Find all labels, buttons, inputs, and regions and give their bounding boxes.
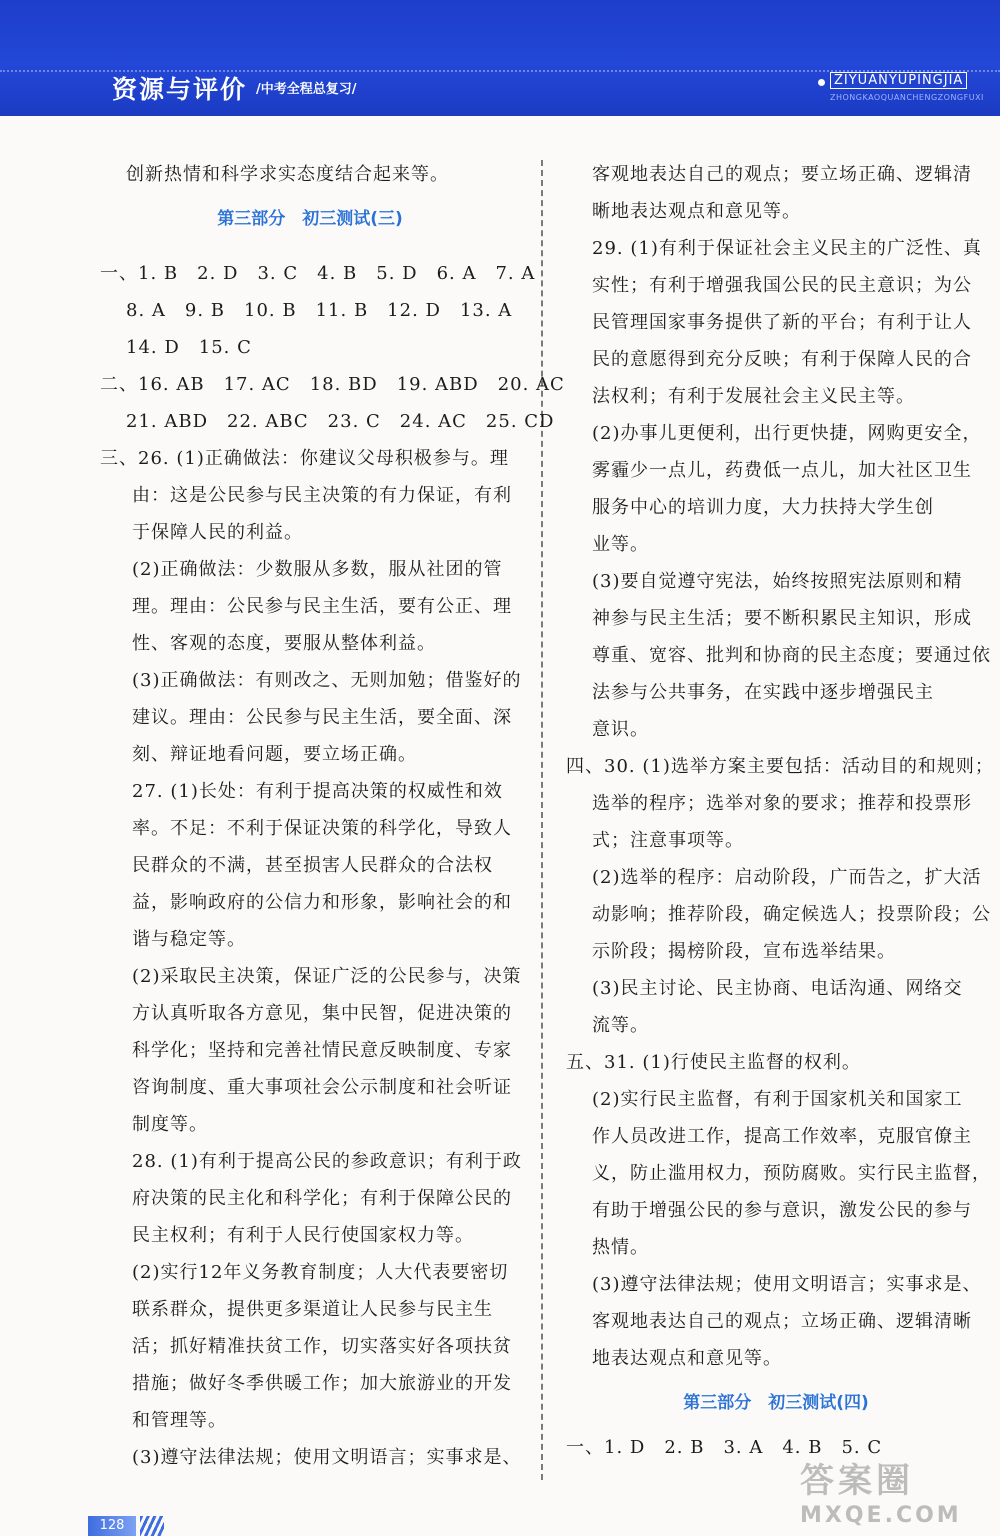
text-line: 动影响；推荐阶段，确定候选人；投票阶段；公 xyxy=(592,904,991,925)
text-line: 服务中心的培训力度，大力扶持大学生创 xyxy=(592,497,934,518)
text-line: 义，防止滥用权力，预防腐败。实行民主监督， xyxy=(592,1163,991,1184)
answer-line: 三、26. (1)正确做法：你建议父母积极参与。理 xyxy=(100,448,509,469)
book-subtitle: /中考全程总复习/ xyxy=(256,82,357,97)
text-line: 方认真听取各方意见，集中民智，促进决策的 xyxy=(132,1003,512,1024)
text-line: (3)要自觉遵守宪法，始终按照宪法原则和精 xyxy=(592,571,963,592)
footer-stripes xyxy=(140,1516,164,1536)
pinyin-main: ZIYUANYUPINGJIA xyxy=(830,72,967,89)
column-divider xyxy=(541,160,543,1480)
text-line: (2)正确做法：少数服从多数，服从社团的管 xyxy=(132,559,503,580)
section-heading: 第三部分 初三测试(三) xyxy=(217,209,403,229)
text-line: (2)实行12年义务教育制度；人大代表要密切 xyxy=(132,1262,509,1283)
text-line: 晰地表达观点和意见等。 xyxy=(592,201,801,222)
text-line: 有助于增强公民的参与意识，激发公民的参与 xyxy=(592,1200,972,1221)
text-line: 实性；有利于增强我国公民的民主意识；为公 xyxy=(592,275,972,296)
text-line: 27. (1)长处：有利于提高决策的权威性和效 xyxy=(132,781,503,802)
text-line: 尊重、宽容、批判和协商的民主态度；要通过依 xyxy=(592,645,991,666)
text-line: 流等。 xyxy=(592,1015,649,1036)
watermark-logo xyxy=(760,1450,990,1530)
book-title: 资源与评价 xyxy=(112,75,248,104)
text-line: 活；抓好精准扶贫工作，切实落实好各项扶贫 xyxy=(132,1336,512,1357)
text-line: 地表达观点和意见等。 xyxy=(592,1348,782,1369)
watermark-url: MXQE.COM xyxy=(800,1503,962,1528)
pinyin-title xyxy=(830,72,967,89)
text-line: 咨询制度、重大事项社会公示制度和社会听证 xyxy=(132,1077,512,1098)
text-line: 示阶段；揭榜阶段，宣布选举结果。 xyxy=(592,941,896,962)
text-line: 热情。 xyxy=(592,1237,649,1258)
text-line: 民的意愿得到充分反映；有利于保障人民的合 xyxy=(592,349,972,370)
text-line: 神参与民主生活；要不断积累民主知识，形成 xyxy=(592,608,972,629)
text-line: 意识。 xyxy=(592,719,649,740)
text-line: 29. (1)有利于保证社会主义民主的广泛性、真 xyxy=(592,238,982,259)
text-line: 客观地表达自己的观点；立场正确、逻辑清晰 xyxy=(592,1311,972,1332)
text-line: 雾霾少一点儿，药费低一点儿，加大社区卫生 xyxy=(592,460,972,481)
text-line: (3)遵守法律法规；使用文明语言；实事求是、 xyxy=(592,1274,982,1295)
text-line: 联系群众，提供更多渠道让人民参与民主生 xyxy=(132,1299,493,1320)
text-line: 民群众的不满，甚至损害人民群众的合法权 xyxy=(132,855,493,876)
text-line: (3)正确做法：有则改之、无则加勉；借鉴好的 xyxy=(132,670,522,691)
answer-line: 二、16. AB 17. AC 18. BD 19. ABD 20. AC xyxy=(100,374,565,395)
text-line: (2)办事儿更便利，出行更快捷，网购更安全， xyxy=(592,423,982,444)
text-line: 科学化；坚持和完善社情民意反映制度、专家 xyxy=(132,1040,512,1061)
text-line: (2)采取民主决策，保证广泛的公民参与，决策 xyxy=(132,966,522,987)
text-line: 性、客观的态度，要服从整体利益。 xyxy=(132,633,436,654)
section-heading: 第三部分 初三测试(四) xyxy=(683,1393,869,1413)
text-line: (2)实行民主监督，有利于国家机关和国家工 xyxy=(592,1089,963,1110)
text-line: 民主权利；有利于人民行使国家权力等。 xyxy=(132,1225,474,1246)
text-line: (3)遵守法律法规；使用文明语言；实事求是、 xyxy=(132,1447,522,1468)
watermark-text: 答案圈 xyxy=(800,1461,914,1501)
text-line: (2)选举的程序：启动阶段，广而告之，扩大活 xyxy=(592,867,982,888)
left-column xyxy=(100,156,565,1476)
text-line: 建议。理由：公民参与民主生活，要全面、深 xyxy=(132,707,512,728)
text-line: 措施；做好冬季供暖工作；加大旅游业的开发 xyxy=(132,1373,512,1394)
text-line: 由：这是公民参与民主决策的有力保证，有利 xyxy=(132,485,512,506)
text-line: 益，影响政府的公信力和形象，影响社会的和 xyxy=(132,892,512,913)
text-line: 民管理国家事务提供了新的平台；有利于让人 xyxy=(592,312,972,333)
text-line: 客观地表达自己的观点；要立场正确、逻辑清 xyxy=(592,164,972,185)
right-column xyxy=(566,156,994,1466)
text-line: 府决策的民主化和科学化；有利于保障公民的 xyxy=(132,1188,512,1209)
page-header xyxy=(0,0,1000,116)
text-line: 28. (1)有利于提高公民的参政意识；有利于政 xyxy=(132,1151,522,1172)
text-line: 选举的程序；选举对象的要求；推荐和投票形 xyxy=(592,793,972,814)
answer-line: 一、1. B 2. D 3. C 4. B 5. D 6. A 7. A xyxy=(100,263,536,284)
bullet-dot-icon xyxy=(818,79,825,86)
answer-line: 8. A 9. B 10. B 11. B 12. D 13. A xyxy=(126,300,513,321)
text-line: 理。理由：公民参与民主生活，要有公正、理 xyxy=(132,596,512,617)
text-line: 率。不足：不利于保证决策的科学化，导致人 xyxy=(132,818,512,839)
text-line: 和管理等。 xyxy=(132,1410,227,1431)
text-line: 法权利；有利于发展社会主义民主等。 xyxy=(592,386,915,407)
text-line: 于保障人民的利益。 xyxy=(132,522,303,543)
text-line: 谐与稳定等。 xyxy=(132,929,246,950)
answer-line: 14. D 15. C xyxy=(126,337,252,358)
text-line: (3)民主讨论、民主协商、电话沟通、网络交 xyxy=(592,978,963,999)
text-line: 制度等。 xyxy=(132,1114,208,1135)
text-line: 作人员改进工作，提高工作效率，克服官僚主 xyxy=(592,1126,972,1147)
page-number: 128 xyxy=(88,1516,136,1536)
answer-line: 21. ABD 22. ABC 23. C 24. AC 25. CD xyxy=(126,411,555,432)
text-line: 创新热情和科学求实态度结合起来等。 xyxy=(126,164,449,185)
text-line: 法参与公共事务，在实践中逐步增强民主 xyxy=(592,682,934,703)
text-line: 业等。 xyxy=(592,534,649,555)
pinyin-subtitle: ZHONGKAOQUANCHENGZONGFUXI xyxy=(830,93,984,102)
text-line: 式；注意事项等。 xyxy=(592,830,744,851)
answer-line: 四、30. (1)选举方案主要包括：活动目的和规则； xyxy=(566,756,994,777)
text-line: 刻、辩证地看问题，要立场正确。 xyxy=(132,744,417,765)
answer-line: 五、31. (1)行使民主监督的权利。 xyxy=(566,1052,861,1073)
answer-line: 一、1. D 2. B 3. A 4. B 5. C xyxy=(566,1437,883,1458)
